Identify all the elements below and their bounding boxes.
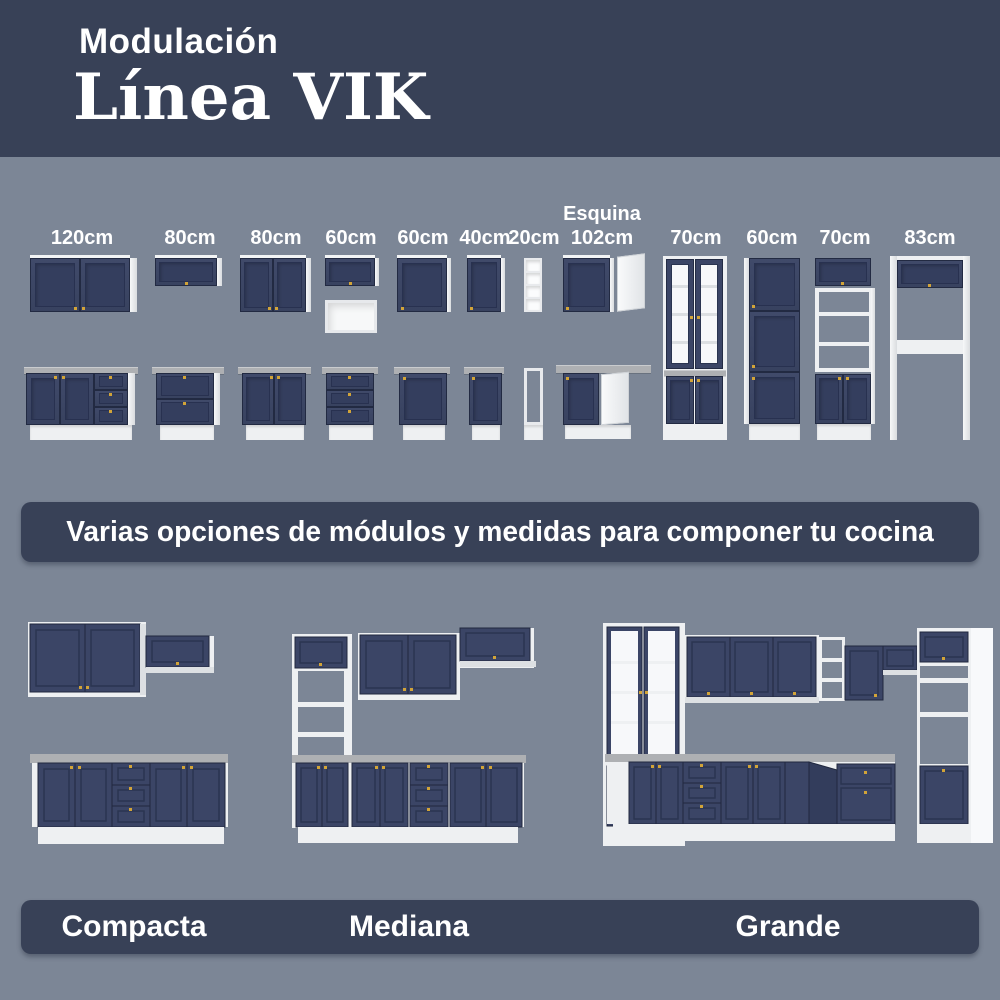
modules-banner [21,502,979,562]
kitchen-mediana-image [288,608,548,858]
module-tall-70cm-glass [663,196,729,446]
module-tall-83cm-frame [888,196,972,446]
module-size-label: 60cm [325,227,377,249]
module-esquina-102cm [556,196,648,446]
banner-text: Varias opciones de módulos y medidas para componer tu cocina [66,515,934,548]
module-size-label: 70cm [819,227,871,249]
module-60cm-a [322,196,380,446]
header-kicker: Modulación [79,22,279,61]
page-title: Línea VIK [73,60,429,135]
module-size-label: 40cm [459,227,511,249]
open-shelf-graphic [325,300,377,333]
header-banner [0,0,1000,157]
module-40cm [459,196,511,446]
kitchen-name-compacta: Compacta [61,910,207,943]
module-size-label: 20cm [508,227,560,249]
kitchen-name-grande: Grande [735,910,841,943]
module-size-label: 60cm [397,227,449,249]
kitchen-name-mediana: Mediana [348,910,470,943]
module-prefix-label: Esquina [563,203,641,225]
module-size-label: 80cm [250,227,302,249]
module-size-label: 120cm [50,227,114,249]
module-size-label: 102cm [570,227,634,249]
module-size-label: 70cm [670,227,722,249]
module-size-label: 83cm [904,227,956,249]
module-80cm-a [152,196,228,446]
wall-open-shelf-graphic [524,258,542,312]
module-size-label: 60cm [746,227,798,249]
module-120cm [24,196,140,446]
module-size-label: 80cm [164,227,216,249]
kitchen-sizes-banner [21,900,979,954]
kitchen-grande-image [595,606,995,856]
kitchen-compacta-image [18,608,268,858]
